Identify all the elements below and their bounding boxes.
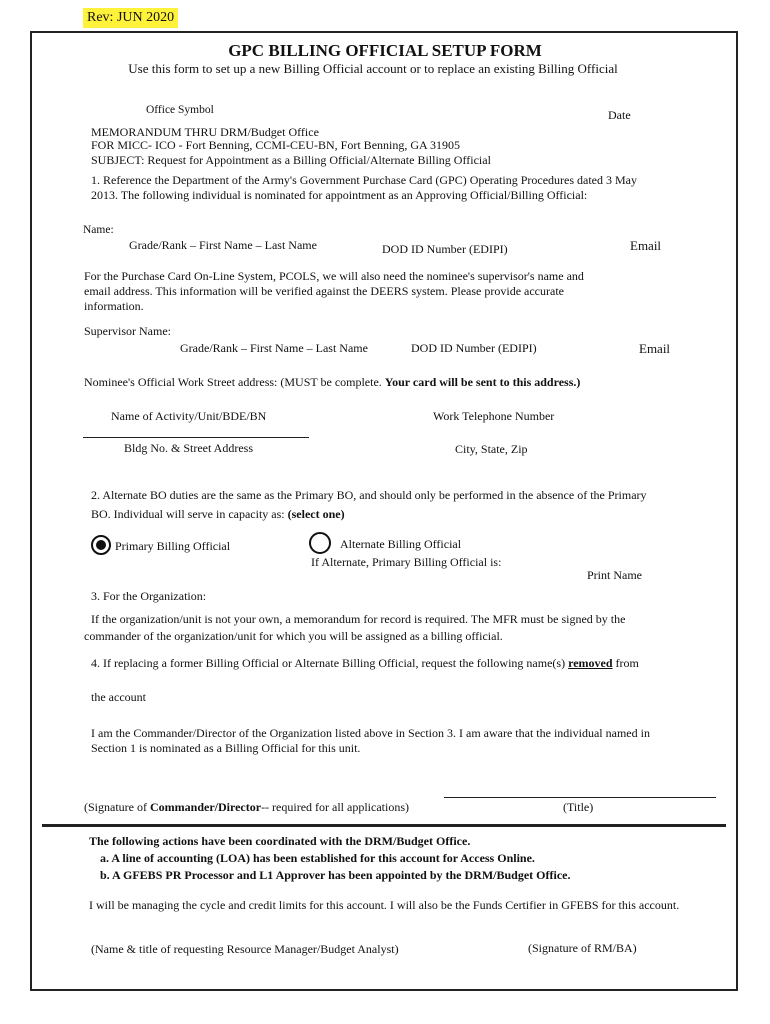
address-intro-text: Nominee's Official Work Street address: (MUST be complete. <box>84 375 382 389</box>
revision-label: Rev: JUN 2020 <box>83 8 178 28</box>
memo-for: FOR MICC- ICO - Fort Benning, CCMI-CEU-BN, Fort Benning, GA 31905 <box>91 138 461 152</box>
drm-statement: I will be managing the cycle and credit limits for this account. I will also be the Funds Certifier in GFEBS for this account. <box>89 898 680 912</box>
supervisor-grade-label: Grade/Rank – First Name – Last Name <box>180 341 368 355</box>
office-symbol-label: Office Symbol <box>146 104 214 116</box>
date-label: Date <box>608 108 631 122</box>
pcols-line3: information. <box>84 299 144 313</box>
pcols-line2: email address. This information will be verified against the DEERS system. Please provide accurate <box>84 284 564 298</box>
primary-billing-label: Primary Billing Official <box>115 539 231 553</box>
drm-heading: The following actions have been coordinated with the DRM/Budget Office. <box>89 834 471 848</box>
section2-line1: 2. Alternate BO duties are the same as the Primary BO, and should only be performed in the absence of the Primary <box>91 488 647 502</box>
title-signature-line <box>444 797 716 798</box>
street-label: Bldg No. & Street Address <box>124 441 253 455</box>
print-name-label: Print Name <box>587 568 642 582</box>
section3-line2: commander of the organization/unit for which you will be assigned as a billing official. <box>84 629 503 643</box>
section-divider <box>42 824 726 827</box>
section4-line1-post: from <box>615 656 639 670</box>
form-title: GPC BILLING OFFICIAL SETUP FORM <box>228 41 542 60</box>
alternate-note: If Alternate, Primary Billing Official is: <box>311 555 502 569</box>
phone-label: Work Telephone Number <box>433 409 555 423</box>
section3-heading: 3. For the Organization: <box>91 589 207 603</box>
nominee-name-label: Name: <box>83 224 114 236</box>
drm-item-a: a. A line of accounting (LOA) has been established for this account for Access Online. <box>100 851 535 865</box>
sig-pre: (Signature of <box>84 800 147 814</box>
primary-billing-radio[interactable] <box>91 535 111 555</box>
supervisor-email-label: Email <box>639 341 671 356</box>
memo-subject: SUBJECT: Request for Appointment as a Billing Official/Alternate Billing Official <box>91 153 491 167</box>
alternate-billing-radio[interactable] <box>309 532 331 554</box>
commander-line2: Section 1 is nominated as a Billing Official for this unit. <box>91 741 361 755</box>
supervisor-label: Supervisor Name: <box>84 324 171 338</box>
section4-removed: removed <box>568 656 613 670</box>
alternate-billing-label: Alternate Billing Official <box>340 537 462 551</box>
section4-line1-pre: 4. If replacing a former Billing Official or Alternate Billing Official, request the following name(s) <box>91 656 566 670</box>
activity-label: Name of Activity/Unit/BDE/BN <box>111 409 267 423</box>
commander-line1: I am the Commander/Director of the Organization listed above in Section 3. I am aware that the individual named in <box>91 726 650 740</box>
commander-signature-label <box>84 800 409 815</box>
memo-thru: MEMORANDUM THRU DRM/Budget Office <box>91 125 319 139</box>
item1-line2: 2013. The following individual is nominated for appointment as an Approving Official/Billing Official: <box>91 188 588 202</box>
supervisor-dod-label: DOD ID Number (EDIPI) <box>411 341 537 355</box>
section2-line2 <box>91 507 345 522</box>
radio-selected-dot <box>96 540 106 550</box>
sig-bold: Commander/Director <box>149 800 262 814</box>
street-address-line <box>83 437 309 438</box>
section3-line1: If the organization/unit is not your own, a memorandum for record is required. The MFR must be signed by the <box>91 612 626 626</box>
section2-select-one: (select one) <box>287 507 345 521</box>
section2-line2-text: BO. Individual will serve in capacity as: <box>91 507 285 521</box>
rm-name-label: (Name & title of requesting Resource Manager/Budget Analyst) <box>91 942 399 956</box>
nominee-grade-label: Grade/Rank – First Name – Last Name <box>129 238 317 252</box>
section4-line2: the account <box>91 690 146 704</box>
rm-signature-label: (Signature of RM/BA) <box>528 941 637 955</box>
pcols-line1: For the Purchase Card On-Line System, PCOLS, we will also need the nominee's supervisor's name and <box>84 269 584 283</box>
drm-item-b: b. A GFEBS PR Processor and L1 Approver has been appointed by the DRM/Budget Office. <box>100 868 571 882</box>
address-intro-bold: Your card will be sent to this address.) <box>384 375 581 389</box>
address-intro <box>84 375 580 390</box>
sig-post: -- required for all applications) <box>261 800 409 814</box>
form-subtitle: Use this form to set up a new Billing Official account or to replace an existing Billing Official <box>128 61 618 76</box>
nominee-dod-label: DOD ID Number (EDIPI) <box>382 242 508 256</box>
city-label: City, State, Zip <box>455 442 528 456</box>
title-label: (Title) <box>563 800 594 814</box>
section4-line1 <box>91 656 639 671</box>
nominee-email-label: Email <box>630 238 662 253</box>
item1-line1: 1. Reference the Department of the Army's Government Purchase Card (GPC) Operating Procedures dated 3 May <box>91 173 637 187</box>
